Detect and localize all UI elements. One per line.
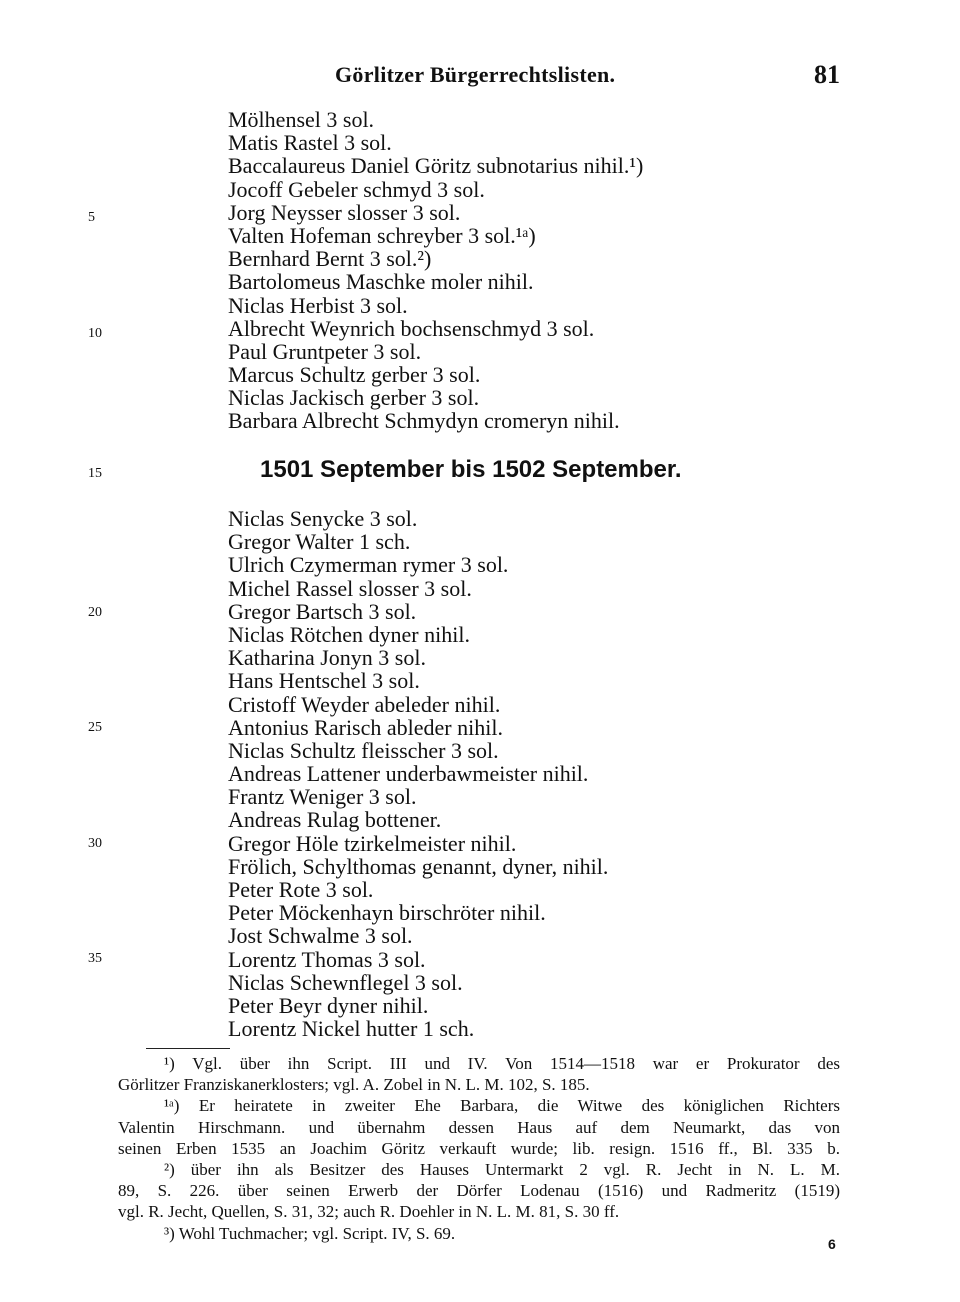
footnote-2-continued: vgl. R. Jecht, Quellen, S. 31, 32; auch R. Doehler in N. L. M. 81, S. 30 ff. — [118, 1202, 620, 1222]
entry-line: Peter Beyr dyner nihil. — [228, 992, 429, 1018]
line-number: 35 — [88, 951, 102, 966]
entry-line: Lorentz Thomas 3 sol. — [228, 946, 426, 972]
entry-line: Jocoff Gebeler schmyd 3 sol. — [228, 176, 485, 202]
entry-line: Bernhard Bernt 3 sol.²) — [228, 246, 432, 272]
entry-line: Ulrich Czymerman rymer 3 sol. — [228, 552, 509, 578]
entry-line: Niclas Rötchen dyner nihil. — [228, 621, 470, 647]
footnote-3: ³) Wohl Tuchmacher; vgl. Script. IV, S. 69. — [164, 1223, 456, 1243]
entry-line: Albrecht Weynrich bochsenschmyd 3 sol. — [228, 315, 595, 341]
entry-line: Valten Hofeman schreyber 3 sol.¹ᵃ) — [228, 222, 536, 248]
page-header — [0, 60, 960, 90]
entry-line: Paul Gruntpeter 3 sol. — [228, 338, 422, 364]
entry-line: Niclas Schultz fleisscher 3 sol. — [228, 737, 499, 763]
entry-line: Gregor Höle tzirkelmeister nihil. — [228, 830, 517, 856]
entry-line: Katharina Jonyn 3 sol. — [228, 645, 426, 671]
entry-line: Bartolomeus Maschke moler nihil. — [228, 269, 534, 295]
footnote-2-continued: 89, S. 226. über seinen Erwerb der Dörfer Lodenau (1516) und Radmeritz (1519) — [118, 1181, 840, 1201]
entry-line: Matis Rastel 3 sol. — [228, 130, 392, 156]
entry-line: Niclas Schewnflegel 3 sol. — [228, 969, 463, 995]
entry-line: Mölhensel 3 sol. — [228, 107, 375, 132]
entry-line: Andreas Lattener underbawmeister nihil. — [228, 761, 589, 787]
entry-line: Jorg Neysser slosser 3 sol. — [228, 199, 461, 225]
footnotes — [118, 1053, 840, 1244]
entry-line: Marcus Schultz gerber 3 sol. — [228, 362, 481, 388]
entry-line: Jost Schwalme 3 sol. — [228, 923, 413, 949]
section-heading: 1501 September bis 1502 September. — [260, 456, 682, 483]
footnote-1a-continued: Valentin Hirschmann. und übernahm dessen Haus auf dem Neumarkt, das von — [118, 1117, 840, 1137]
entry-line: Barbara Albrecht Schmydyn cromeryn nihil. — [228, 408, 620, 434]
entry-line: Lorentz Nickel hutter 1 sch. — [228, 1016, 475, 1042]
running-title: Görlitzer Bürgerrechtslisten. — [335, 62, 616, 87]
entry-line: Peter Rote 3 sol. — [228, 877, 374, 902]
footnote-2: ²) über ihn als Besitzer des Hauses Untermarkt 2 vgl. R. Jecht in N. L. M. — [164, 1159, 840, 1179]
line-number: 30 — [88, 836, 102, 851]
signature-mark: 6 — [828, 1236, 836, 1252]
line-number: 25 — [88, 720, 102, 735]
entry-line: Gregor Bartsch 3 sol. — [228, 598, 417, 624]
page-number: 81 — [814, 60, 840, 89]
entry-line: Frölich, Schylthomas genannt, dyner, nihil. — [228, 853, 609, 879]
entry-line: Cristoff Weyder abeleder nihil. — [228, 691, 501, 717]
line-number: 10 — [88, 326, 102, 341]
line-number: 15 — [88, 466, 102, 481]
entry-line: Antonius Rarisch ableder nihil. — [228, 714, 503, 740]
entry-list-1501-1502 — [228, 507, 868, 1040]
entry-line: Hans Hentschel 3 sol. — [228, 668, 420, 694]
entry-line: Andreas Rulag bottener. — [228, 807, 442, 833]
entry-line: Baccalaureus Daniel Göritz subnotarius nihil.¹) — [228, 153, 644, 179]
entry-line: Frantz Weniger 3 sol. — [228, 784, 417, 810]
entry-line: Michel Rassel slosser 3 sol. — [228, 575, 472, 601]
footnote-1-continued: Görlitzer Franziskanerklosters; vgl. A. Zobel in N. L. M. 102, S. 185. — [118, 1075, 590, 1095]
entry-list-1500-1501 — [228, 108, 868, 433]
entry-line: Niclas Herbist 3 sol. — [228, 292, 408, 318]
footnote-1a-continued: seinen Erben 1535 an Joachim Göritz verkauft wurde; lib. resign. 1516 ff., Bl. 335 b. — [118, 1138, 840, 1158]
footnote-1: ¹) Vgl. über ihn Script. III und IV. Von 1514—1518 war er Prokurator des — [164, 1054, 840, 1073]
line-number: 5 — [88, 210, 95, 225]
entry-line: Gregor Walter 1 sch. — [228, 529, 411, 555]
entry-line: Niclas Jackisch gerber 3 sol. — [228, 385, 480, 411]
entry-line: Niclas Senycke 3 sol. — [228, 506, 418, 531]
footnote-1a: ¹ᵃ) Er heiratete in zweiter Ehe Barbara, die Witwe des königlichen Richters — [164, 1096, 840, 1116]
footnote-rule — [146, 1048, 230, 1049]
entry-line: Peter Möckenhayn birschröter nihil. — [228, 900, 546, 926]
line-number: 20 — [88, 605, 102, 620]
